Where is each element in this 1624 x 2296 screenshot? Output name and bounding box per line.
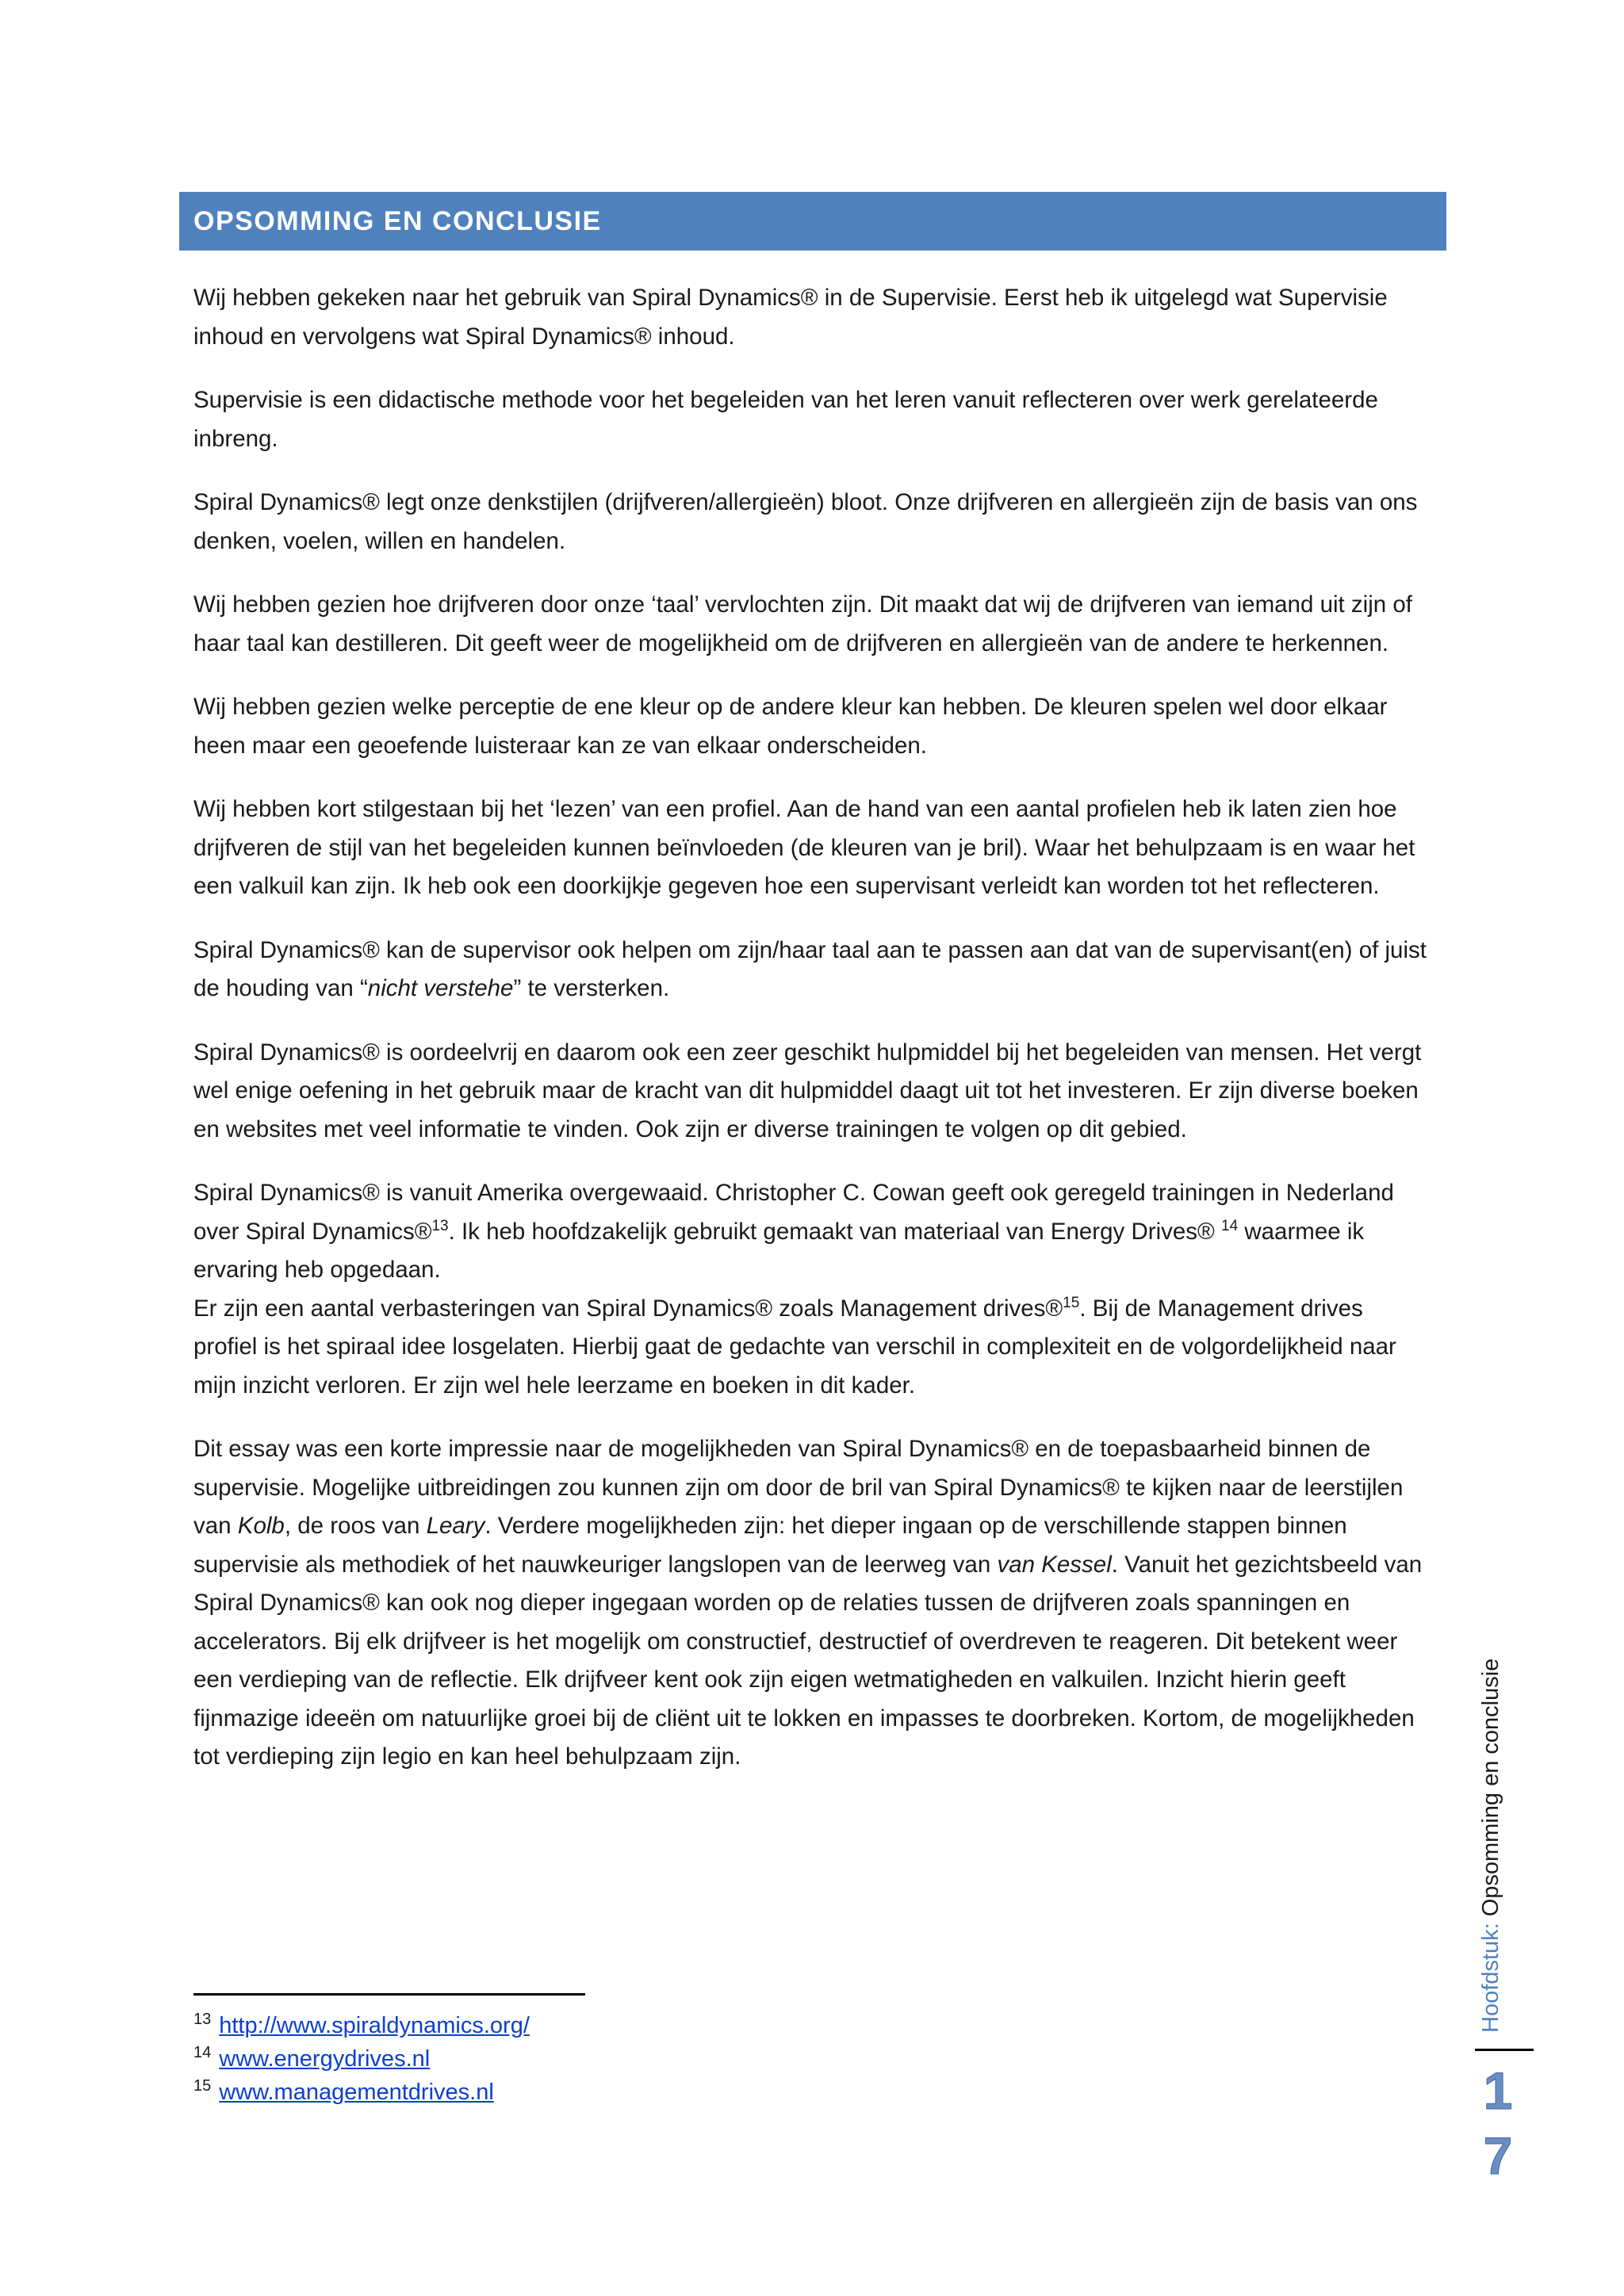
- footnote-ref-15: 15: [1063, 1294, 1080, 1311]
- paragraph-5: Wij hebben gezien welke perceptie de ene kleur op de andere kleur kan hebben. De kleuren spelen wel door elkaar heen maar een geoefende luisteraar kan ze van elkaar onderscheiden.: [193, 694, 1388, 759]
- paragraph-10: [193, 1290, 1431, 1406]
- paragraph-7-italic: nicht verstehe: [367, 975, 514, 1001]
- paragraph-4: Wij hebben gezien hoe drijfveren door onze ‘taal’ vervlochten zijn. Dit maakt dat wij de drijfveren van iemand uit zijn of haar taal kan destilleren. Dit geeft weer de mogelijkheid om de drijfveren en allergieën van de andere te herkennen.: [193, 591, 1412, 656]
- paragraph-9-text-3: waarmee ik ervaring heb opgedaan.: [193, 1218, 1365, 1283]
- paragraph-11-text-2: , de roos van: [284, 1513, 427, 1539]
- footnote-ref-13: 13: [431, 1217, 449, 1234]
- paragraph-10-text: Er zijn een aantal verbasteringen van Spiral Dynamics® zoals Management drives®: [193, 1295, 1063, 1322]
- footnote-ref-14: 14: [1221, 1217, 1239, 1234]
- chapter-title: Opsomming en conclusie: [1478, 1658, 1503, 1917]
- paragraph-11-text-1: Dit essay was een korte impressie naar de mogelijkheden van Spiral Dynamics® en de toepasbaarheid binnen de supervisie. Mogelijke uitbreidingen zou kunnen zijn om door de bril van Spiral Dynamics® te kijken naar de leerstijlen van: [193, 1436, 1404, 1539]
- chapter-side-label: [1477, 1659, 1505, 2033]
- paragraph-11-italic-kolb: Kolb: [237, 1513, 285, 1539]
- footnote-link-managementdrives[interactable]: www.managementdrives.nl: [219, 2080, 494, 2105]
- paragraph-9: [193, 1174, 1431, 1290]
- section-heading: OPSOMMING EN CONCLUSIE: [179, 192, 1446, 251]
- footnote-link-spiraldynamics[interactable]: http://www.spiraldynamics.org/: [219, 2013, 530, 2038]
- paragraph-1: Wij hebben gekeken naar het gebruik van Spiral Dynamics® in de Supervisie. Eerst heb ik uitgelegd wat Supervisie inhoud en vervolgens wat Spiral Dynamics® inhoud.: [193, 285, 1388, 350]
- page-number: [1470, 2058, 1526, 2188]
- footnote-separator: [193, 1993, 585, 1996]
- footnote-15: [193, 2076, 907, 2109]
- body-text: [193, 279, 1431, 1802]
- page-number-digit-2: 7: [1483, 2126, 1513, 2185]
- footnote-number: 15: [193, 2077, 212, 2095]
- paragraph-7-text-end: ” te versterken.: [513, 975, 670, 1001]
- paragraph-8: Spiral Dynamics® is oordeelvrij en daarom ook een zeer geschikt hulpmiddel bij het begeleiden van mensen. Het vergt wel enige oefening in het gebruik maar de kracht van dit hulpmiddel daagt uit tot het investeren. Er zijn diverse boeken en websites met veel informatie te vinden. Ook zijn er diverse trainingen te volgen op dit gebied.: [193, 1039, 1422, 1142]
- sidebar-divider: [1475, 2049, 1534, 2051]
- footnote-13: [193, 2009, 907, 2042]
- paragraph-10-text-2: . Bij de Management drives profiel is het spiraal idee losgelaten. Hierbij gaat de gedachte van verschil in complexiteit en de volgordelijkheid naar mijn inzicht verloren. Er zijn wel hele leerzame en boeken in dit kader.: [193, 1295, 1396, 1399]
- footnote-number: 14: [193, 2044, 212, 2062]
- paragraph-3: Spiral Dynamics® legt onze denkstijlen (drijfveren/allergieën) bloot. Onze drijfveren en allergieën zijn de basis van ons denken, voelen, willen en handelen.: [193, 489, 1418, 554]
- paragraph-9-text: Spiral Dynamics® is vanuit Amerika overgewaaid. Christopher C. Cowan geeft ook geregeld trainingen in Nederland over Spiral Dynamics®: [193, 1180, 1394, 1245]
- footnotes: [193, 2009, 907, 2109]
- paragraph-11-text-3: . Verdere mogelijkheden zijn: het dieper ingaan op de verschillende stappen binnen supervisie als methodiek of het nauwkeuriger langslopen van de leerweg van: [193, 1513, 1347, 1578]
- paragraph-2: Supervisie is een didactische methode voor het begeleiden van het leren vanuit reflecteren over werk gerelateerde inbreng.: [193, 387, 1378, 452]
- paragraph-7: [193, 932, 1431, 1008]
- paragraph-11-italic-kessel: van Kessel: [997, 1551, 1112, 1578]
- paragraph-11-italic-leary: Leary: [426, 1513, 485, 1539]
- footnote-14: [193, 2042, 907, 2076]
- footnote-link-energydrives[interactable]: www.energydrives.nl: [219, 2046, 431, 2072]
- chapter-word: Hoofdstuk:: [1478, 1923, 1503, 2033]
- page-number-digit-1: 1: [1483, 2061, 1513, 2120]
- paragraph-7-text: Spiral Dynamics® kan de supervisor ook helpen om zijn/haar taal aan te passen aan dat van de supervisant(en) of juist de houding van “: [193, 936, 1427, 1001]
- footnote-number: 13: [193, 2011, 212, 2029]
- paragraph-6: Wij hebben kort stilgestaan bij het ‘lezen’ van een profiel. Aan de hand van een aantal profielen heb ik laten zien hoe drijfveren de stijl van het begeleiden kunnen beïnvloeden (de kleuren van je bril). Waar het behulpzaam is en waar het een valkuil kan zijn. Ik heb ook een doorkijkje gegeven hoe een supervisant verleidt kan worden tot het reflecteren.: [193, 796, 1415, 899]
- paragraph-9-text-2: . Ik heb hoofdzakelijk gebruikt gemaakt van materiaal van Energy Drives®: [448, 1218, 1221, 1245]
- paragraph-11: [193, 1430, 1431, 1777]
- paragraph-11-text-4: . Vanuit het gezichtsbeeld van Spiral Dynamics® kan ook nog dieper ingegaan worden op de relaties tussen de drijfveren zoals spanningen en accelerators. Bij elk drijfveer is het mogelijk om constructief, destructief of overdreven te reageren. Dit betekent weer een verdieping van de reflectie. Elk drijfveer kent ook zijn eigen wetmatigheden en valkuilen. Inzicht hierin geeft fijnmazige ideeën om natuurlijke groei bij de cliënt uit te lokken en impasses te doorbreken. Kortom, de mogelijkheden tot verdieping zijn legio en kan heel behulpzaam zijn.: [193, 1551, 1423, 1770]
